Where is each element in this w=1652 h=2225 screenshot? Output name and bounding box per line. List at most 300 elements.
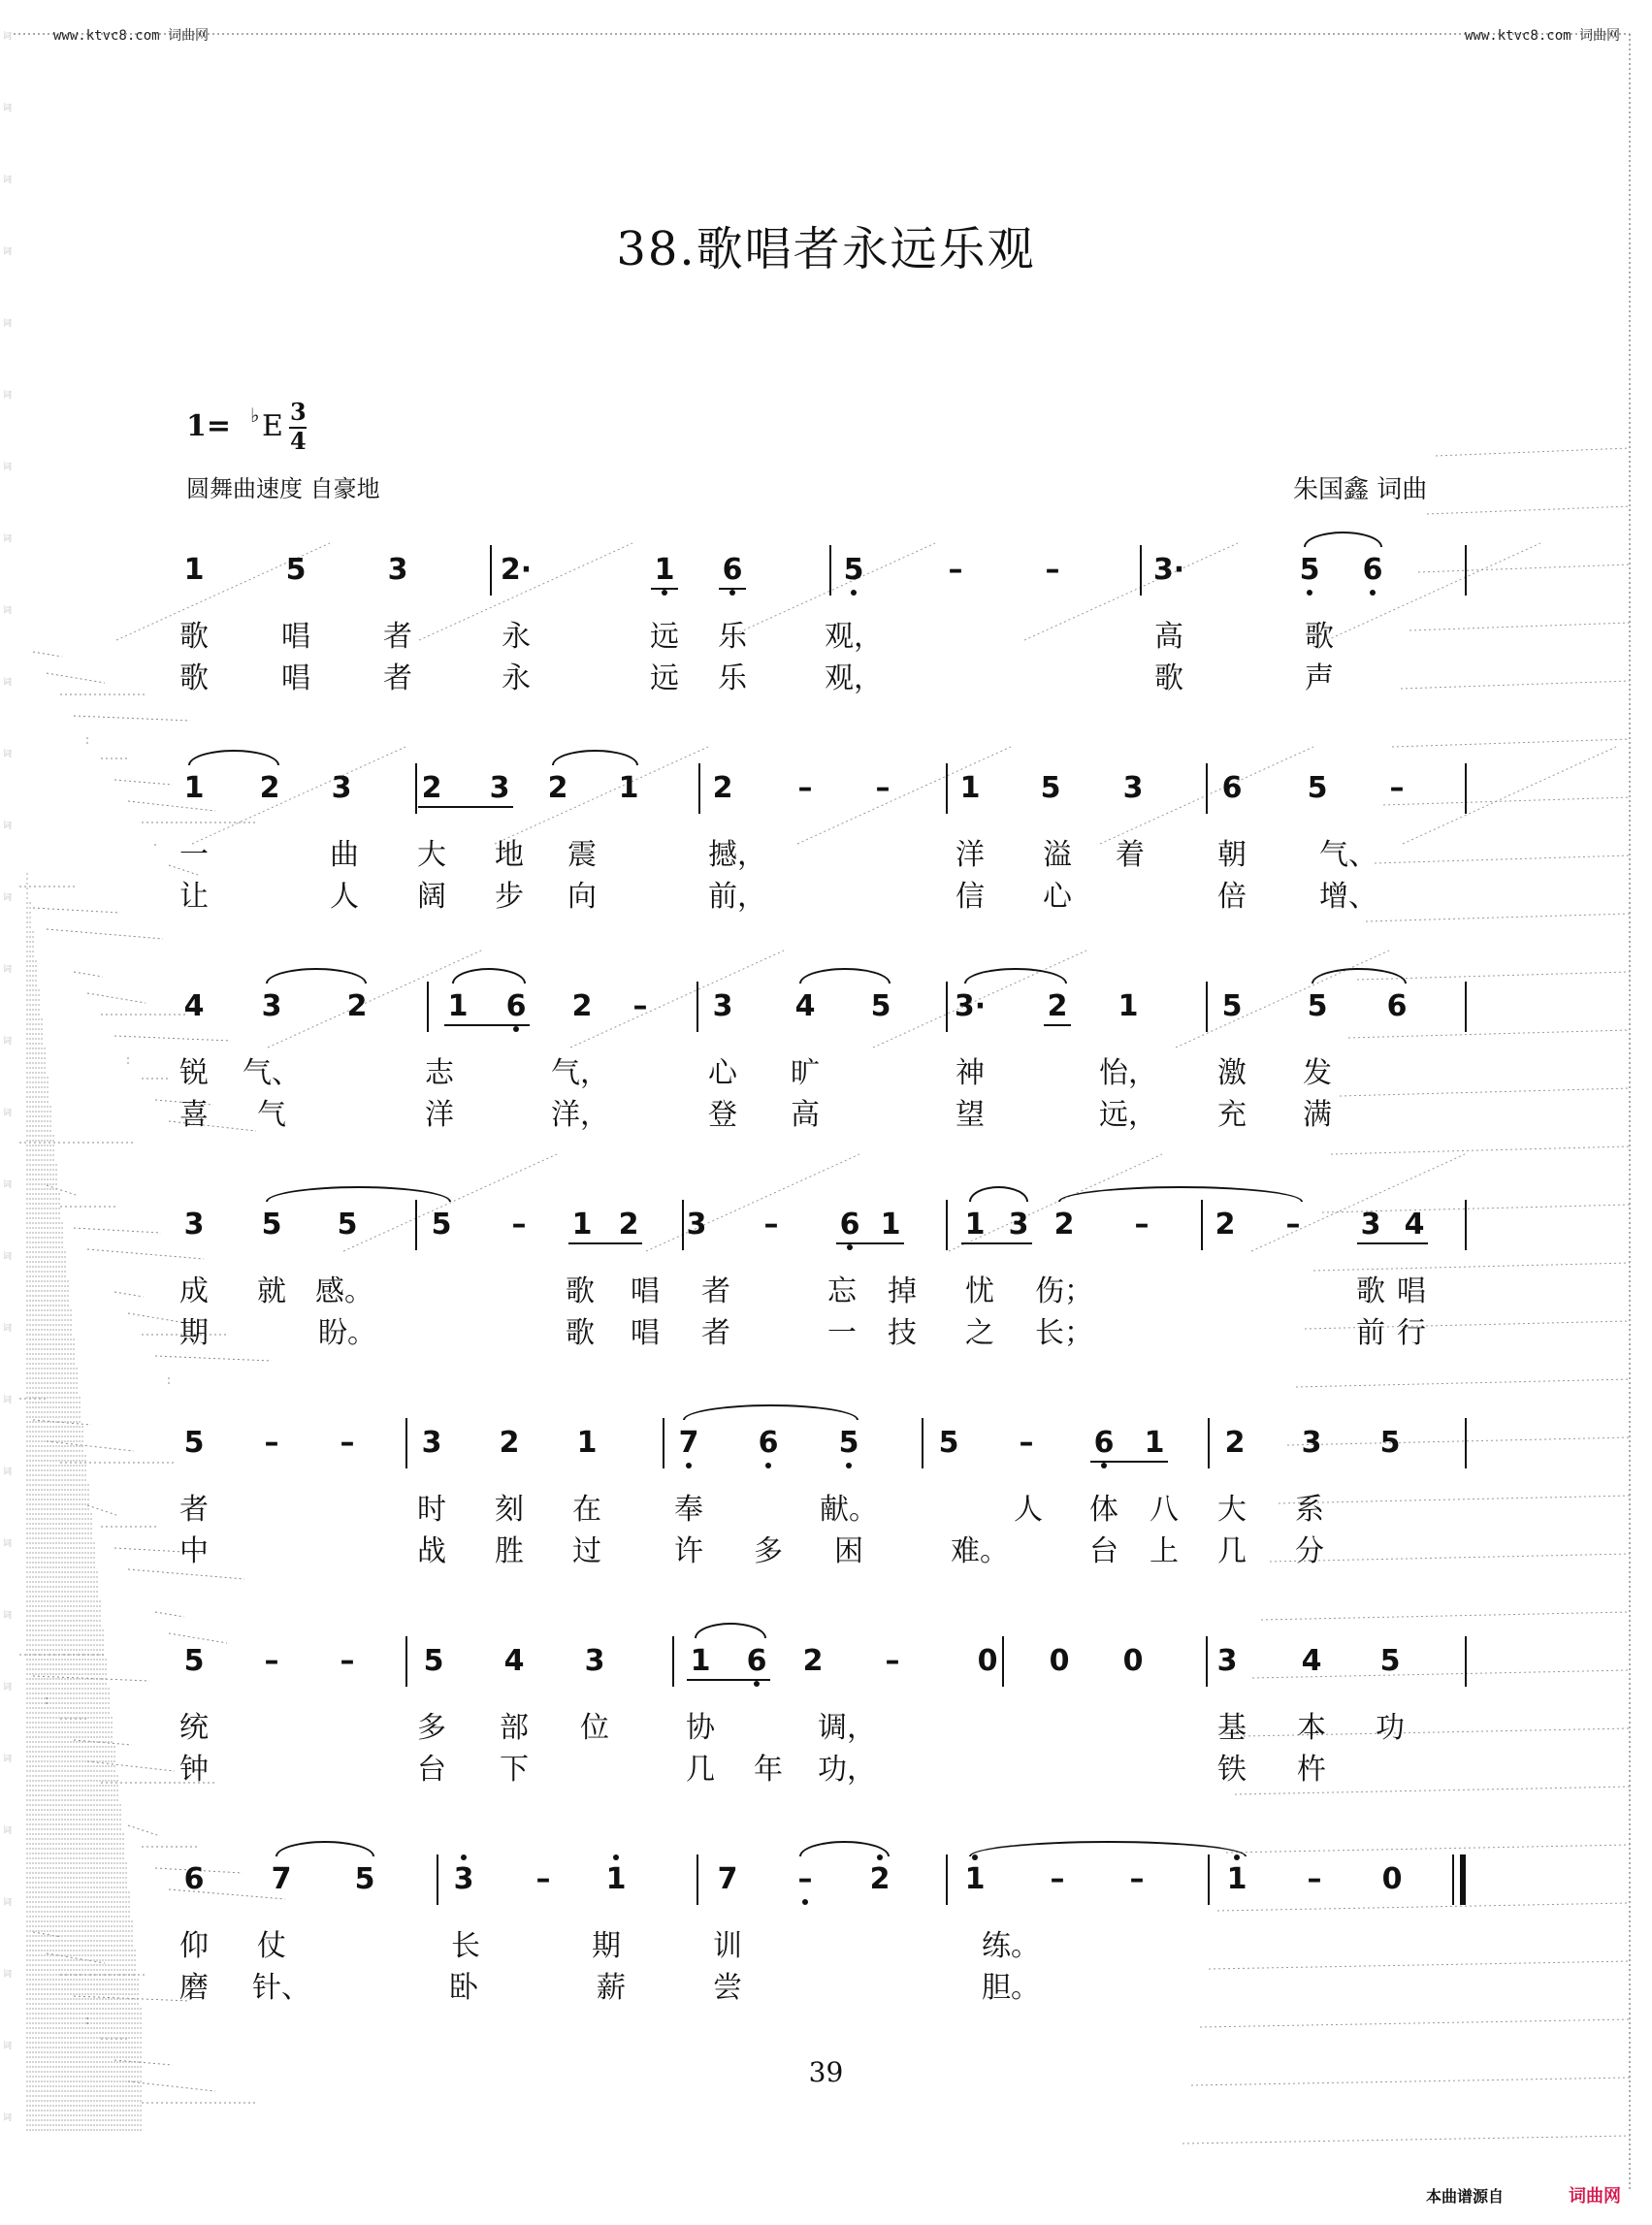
note: 1: [690, 1644, 711, 1678]
margin-watermark-mark: 词: [3, 893, 13, 903]
lyric-verse-1: 人: [1014, 1493, 1043, 1527]
lyric-verse-2: 满: [1303, 1098, 1332, 1132]
lyric-verse-1: 仗: [257, 1929, 286, 1963]
margin-watermark-mark: 词: [3, 2113, 13, 2123]
lyric-verse-2: 几: [1217, 1534, 1247, 1568]
lyric-verse-1: 就: [257, 1274, 286, 1308]
lyric-verse-2: 台: [1089, 1534, 1118, 1568]
octave-dot-below: [847, 1244, 853, 1250]
note: 2: [571, 989, 593, 1023]
note: 3: [1360, 1208, 1381, 1241]
slur-arc: [969, 1186, 1028, 1202]
slur-arc: [1312, 968, 1407, 984]
margin-watermark-mark: 词: [3, 32, 13, 42]
note: 3: [453, 1862, 474, 1896]
note: –: [1129, 1862, 1145, 1896]
lyric-verse-1: 刻: [495, 1493, 524, 1527]
margin-watermark-mark: 词: [3, 1539, 13, 1549]
lyric-verse-1: 忘: [827, 1274, 857, 1308]
lyric-verse-1: 长: [451, 1929, 480, 1963]
lyric-verse-1: 乐: [718, 620, 747, 654]
lyric-verse-1: 激: [1217, 1056, 1247, 1090]
lyric-verse-2: 多: [754, 1534, 783, 1568]
lyric-verse-2: 分: [1295, 1534, 1324, 1568]
slur-arc: [969, 1841, 1247, 1856]
lyric-verse-2: 胜: [495, 1534, 524, 1568]
lyric-verse-1: 感。: [315, 1274, 373, 1308]
lyric-verse-1: 志: [425, 1056, 454, 1090]
lyric-verse-2: 人: [330, 880, 359, 914]
margin-watermark-mark: 词: [3, 319, 13, 329]
lyric-verse-2: 步: [495, 880, 524, 914]
score-row: [0, 989, 1652, 1183]
barline: [1465, 982, 1467, 1032]
lyric-verse-1: 曲: [330, 838, 359, 872]
barline: [1208, 1854, 1210, 1905]
lyric-verse-2: 几: [686, 1753, 715, 1787]
note: 2: [421, 771, 442, 805]
slur-arc: [266, 1186, 451, 1202]
note: 5: [870, 989, 891, 1023]
lyric-verse-2: 许: [674, 1534, 703, 1568]
lyric-verse-1: 歌: [179, 620, 209, 654]
barline: [946, 763, 948, 814]
lyric-verse-1: 唱: [631, 1274, 660, 1308]
note: 2: [618, 1208, 639, 1241]
lyric-verse-1: 歌: [1356, 1274, 1385, 1308]
lyric-verse-2: 远，: [1099, 1098, 1157, 1132]
eighth-note-underline: [836, 1242, 904, 1244]
slur-arc: [799, 1841, 890, 1856]
lyric-verse-2: 观，: [825, 661, 883, 695]
note: 6: [722, 553, 743, 587]
note: –: [632, 989, 648, 1023]
note: 3: [261, 989, 282, 1023]
barline: [682, 1200, 684, 1250]
margin-watermark-mark: 词: [3, 822, 13, 831]
note: 3: [1301, 1426, 1322, 1460]
lyric-verse-2: 登: [708, 1098, 737, 1132]
note: 3: [712, 989, 733, 1023]
note: 6: [1362, 553, 1383, 587]
lyric-verse-2: 充: [1217, 1098, 1247, 1132]
note: 5: [261, 1208, 282, 1241]
note: 2: [259, 771, 280, 805]
note: 2: [869, 1862, 891, 1896]
octave-dot-below: [513, 1026, 519, 1032]
barline: [405, 1636, 407, 1687]
note: 4: [503, 1644, 525, 1678]
note: 6: [1386, 989, 1408, 1023]
lyric-verse-1: 震: [567, 838, 597, 872]
margin-watermark-mark: 词: [3, 1898, 13, 1908]
lyric-verse-1: 怡，: [1099, 1056, 1157, 1090]
lyric-verse-2: 望: [956, 1098, 985, 1132]
eighth-note-underline: [1044, 1024, 1071, 1026]
eighth-note-underline: [444, 1024, 530, 1026]
margin-watermark-mark: 词: [3, 1252, 13, 1262]
lyric-verse-1: 气、: [243, 1056, 301, 1090]
lyric-verse-1: 多: [417, 1711, 446, 1745]
lyric-verse-1: 旷: [791, 1056, 820, 1090]
barline: [663, 1418, 664, 1468]
note: 2: [802, 1644, 824, 1678]
lyric-verse-2: 功，: [818, 1753, 876, 1787]
margin-watermark-mark: 词: [3, 1324, 13, 1334]
slur-arc: [188, 750, 279, 765]
lyric-verse-1: 部: [500, 1711, 529, 1745]
lyric-verse-2: 前: [1356, 1316, 1385, 1350]
lyric-verse-1: 忧: [965, 1274, 994, 1308]
note: 2: [1053, 1208, 1075, 1241]
lyric-verse-2: 铁: [1217, 1753, 1247, 1787]
note: 1: [1144, 1426, 1165, 1460]
eighth-note-underline: [651, 588, 678, 590]
barline: [698, 763, 700, 814]
octave-dot-below: [1307, 590, 1312, 596]
score-row: [0, 771, 1652, 965]
lyric-verse-1: 高: [1154, 620, 1183, 654]
barline: [427, 982, 429, 1032]
note: 5: [938, 1426, 959, 1460]
lyric-verse-2: 针、: [252, 1971, 310, 2005]
score-row: [0, 553, 1652, 747]
note: –: [340, 1644, 355, 1678]
lyric-verse-2: 歌: [1154, 661, 1183, 695]
margin-watermark-mark: 词: [3, 1611, 13, 1621]
octave-dot-below: [851, 590, 857, 596]
slur-arc: [695, 1623, 766, 1638]
score-row: [0, 1644, 1652, 1838]
watermark-top-right: www.ktvc8.com 词曲网: [1465, 28, 1621, 44]
note: 7: [271, 1862, 292, 1896]
tempo-marking: 圆舞曲速度 自豪地: [186, 475, 380, 502]
eighth-note-underline: [719, 588, 746, 590]
lyric-verse-1: 练。: [982, 1929, 1040, 1963]
octave-dot-below: [662, 590, 667, 596]
time-signature-denominator: 4: [290, 427, 307, 455]
lyric-verse-1: 者: [383, 620, 412, 654]
note: 6: [505, 989, 527, 1023]
lyric-verse-1: 洋: [956, 838, 985, 872]
barline: [922, 1418, 923, 1468]
note: –: [511, 1208, 527, 1241]
barline: [946, 1200, 948, 1250]
note: 3: [489, 771, 510, 805]
lyric-verse-2: 磨: [179, 1971, 209, 2005]
note: 2: [346, 989, 368, 1023]
note: 1: [618, 771, 639, 805]
score-row: [0, 1208, 1652, 1402]
slur-arc: [964, 968, 1067, 984]
note: 4: [1404, 1208, 1425, 1241]
lyric-verse-1: 调，: [818, 1711, 876, 1745]
note: 1: [964, 1862, 986, 1896]
barline: [1208, 1418, 1210, 1468]
lyric-verse-2: 盼。: [318, 1316, 376, 1350]
note: 7: [678, 1426, 699, 1460]
barline: [415, 1200, 417, 1250]
lyric-verse-1: 者: [179, 1493, 209, 1527]
eighth-note-underline: [961, 1242, 1032, 1244]
lyric-verse-2: 胆。: [982, 1971, 1040, 2005]
eighth-note-underline: [418, 806, 513, 808]
lyric-verse-2: 让: [179, 880, 209, 914]
lyric-verse-1: 一: [179, 838, 209, 872]
barline: [829, 545, 831, 596]
note: 5: [423, 1644, 444, 1678]
lyricist-composer-credit: 朱国鑫 词曲: [1293, 475, 1428, 504]
lyric-verse-1: 功: [1376, 1711, 1405, 1745]
lyric-verse-1: 唱: [1397, 1274, 1426, 1308]
lyric-verse-2: 唱: [631, 1316, 660, 1350]
final-barline-thick: [1460, 1854, 1466, 1905]
lyric-verse-1: 者: [701, 1274, 730, 1308]
margin-watermark-mark: 词: [3, 2042, 13, 2051]
score-row: [0, 1426, 1652, 1620]
lyric-verse-1: 统: [179, 1711, 209, 1745]
margin-watermark-mark: 词: [3, 1826, 13, 1836]
note: 3: [1122, 771, 1144, 805]
note: –: [797, 771, 813, 805]
barline: [1206, 763, 1208, 814]
lyric-verse-2: 喜: [179, 1098, 209, 1132]
barline: [405, 1418, 407, 1468]
note: 6: [746, 1644, 767, 1678]
lyric-verse-2: 远: [650, 661, 679, 695]
note: 5: [337, 1208, 358, 1241]
octave-dot-below: [802, 1899, 808, 1905]
footer-source-text: 本曲谱源自: [1426, 2187, 1505, 2206]
octave-dot-below: [1370, 590, 1376, 596]
note: 5: [1221, 989, 1243, 1023]
note: 6: [839, 1208, 860, 1241]
lyric-verse-2: 阔: [417, 880, 446, 914]
note: 2: [712, 771, 733, 805]
lyric-verse-2: 向: [567, 880, 597, 914]
slur-arc: [266, 968, 367, 984]
slur-arc: [683, 1404, 858, 1420]
note: 1: [1226, 1862, 1247, 1896]
lyric-verse-2: 技: [888, 1316, 917, 1350]
note: 1: [447, 989, 469, 1023]
note: 4: [1301, 1644, 1322, 1678]
lyric-verse-2: 台: [417, 1753, 446, 1787]
note: 1: [576, 1426, 598, 1460]
song-title: 38.歌唱者永远乐观: [616, 222, 1036, 276]
barline: [1465, 1636, 1467, 1687]
lyric-verse-2: 行: [1397, 1316, 1426, 1350]
lyric-verse-1: 气，: [551, 1056, 609, 1090]
lyric-verse-2: 中: [179, 1534, 209, 1568]
barline: [1201, 1200, 1203, 1250]
lyric-verse-1: 训: [713, 1929, 742, 1963]
lyric-verse-1: 时: [417, 1493, 446, 1527]
margin-watermark-mark: 词: [3, 1467, 13, 1477]
lyric-verse-1: 掉: [888, 1274, 917, 1308]
note: 2·: [500, 553, 533, 587]
slur-arc: [275, 1841, 374, 1856]
barline: [946, 982, 948, 1032]
note: 3: [183, 1208, 205, 1241]
lyric-verse-2: 长；: [1035, 1316, 1093, 1350]
margin-watermark-mark: 词: [3, 1109, 13, 1118]
slur-arc: [1058, 1186, 1303, 1202]
barline: [1465, 1418, 1467, 1468]
lyric-verse-1: 大: [1217, 1493, 1247, 1527]
note: –: [875, 771, 891, 805]
lyric-verse-1: 协: [686, 1711, 715, 1745]
lyric-verse-1: 成: [179, 1274, 209, 1308]
note: 6: [1221, 771, 1243, 805]
barline: [1465, 545, 1467, 596]
eighth-note-underline: [1357, 1242, 1428, 1244]
note: 5: [1379, 1426, 1401, 1460]
eighth-note-underline: [568, 1242, 642, 1244]
lyric-verse-1: 心: [708, 1056, 737, 1090]
slur-arc: [799, 968, 891, 984]
lyric-verse-2: 洋，: [551, 1098, 609, 1132]
lyric-verse-2: 心: [1043, 880, 1072, 914]
note: –: [763, 1208, 779, 1241]
lyric-verse-1: 地: [495, 838, 524, 872]
lyric-verse-1: 体: [1089, 1493, 1118, 1527]
lyric-verse-1: 观，: [825, 620, 883, 654]
note: 2: [1215, 1208, 1236, 1241]
lyric-verse-2: 歌: [179, 661, 209, 695]
note: –: [885, 1644, 900, 1678]
note: 2: [1047, 989, 1068, 1023]
note: –: [1045, 553, 1060, 587]
note: –: [1389, 771, 1405, 805]
margin-watermark-mark: 词: [3, 750, 13, 759]
note: –: [264, 1426, 279, 1460]
lyric-verse-1: 永: [502, 620, 531, 654]
note: –: [340, 1426, 355, 1460]
note: –: [1134, 1208, 1150, 1241]
eighth-note-underline: [687, 1679, 770, 1681]
slur-arc: [552, 750, 638, 765]
note: 6: [183, 1862, 205, 1896]
lyric-verse-1: 奉: [674, 1493, 703, 1527]
note: 3: [387, 553, 408, 587]
note: 0: [1049, 1644, 1070, 1678]
note: 3: [421, 1426, 442, 1460]
barline: [437, 1854, 438, 1905]
barline: [696, 1854, 698, 1905]
lyric-verse-1: 着: [1116, 838, 1145, 872]
note: –: [1307, 1862, 1322, 1896]
note: 3: [1008, 1208, 1029, 1241]
note: 1: [880, 1208, 901, 1241]
lyric-verse-2: 战: [417, 1534, 446, 1568]
lyric-verse-1: 锐: [179, 1056, 209, 1090]
barline: [1002, 1636, 1004, 1687]
barline: [672, 1636, 674, 1687]
margin-watermark-mark: 词: [3, 247, 13, 257]
note: 1: [964, 1208, 986, 1241]
lyric-verse-2: 洋: [425, 1098, 454, 1132]
lyric-verse-2: 者: [383, 661, 412, 695]
lyric-verse-2: 一: [827, 1316, 857, 1350]
lyric-verse-2: 声: [1305, 661, 1334, 695]
slur-arc: [452, 968, 526, 984]
lyric-verse-2: 唱: [281, 661, 310, 695]
note: 1: [571, 1208, 593, 1241]
octave-dot-below: [1101, 1463, 1107, 1468]
lyric-verse-1: 气、: [1319, 838, 1377, 872]
octave-dot-below: [754, 1681, 760, 1687]
lyric-verse-1: 系: [1295, 1493, 1324, 1527]
note: 3: [1216, 1644, 1238, 1678]
margin-watermark-mark: 词: [3, 606, 13, 616]
eighth-note-underline: [1090, 1461, 1168, 1463]
note: 5: [1299, 553, 1320, 587]
lyric-verse-1: 在: [572, 1493, 601, 1527]
note: 5: [183, 1644, 205, 1678]
lyric-verse-2: 高: [791, 1098, 820, 1132]
margin-watermark-mark: 词: [3, 1755, 13, 1764]
lyric-verse-2: 年: [754, 1753, 783, 1787]
lyric-verse-2: 难。: [951, 1534, 1009, 1568]
note: 0: [1122, 1644, 1144, 1678]
final-barline-thin: [1452, 1854, 1454, 1905]
margin-watermark-mark: 词: [3, 1037, 13, 1047]
lyric-verse-1: 大: [417, 838, 446, 872]
barline: [696, 982, 698, 1032]
lyric-verse-2: 杵: [1297, 1753, 1326, 1787]
note: –: [1050, 1862, 1065, 1896]
lyric-verse-2: 永: [502, 661, 531, 695]
lyric-verse-2: 增、: [1319, 880, 1377, 914]
margin-watermark-mark: 词: [3, 1396, 13, 1405]
lyric-verse-2: 前，: [708, 880, 766, 914]
margin-watermark-mark: 词: [3, 391, 13, 401]
note: 5: [354, 1862, 375, 1896]
barline: [1465, 763, 1467, 814]
barline: [415, 763, 417, 814]
lyric-verse-1: 撼，: [708, 838, 766, 872]
note: 5: [431, 1208, 452, 1241]
barline: [946, 1854, 948, 1905]
note: –: [1019, 1426, 1034, 1460]
note: 3·: [1152, 553, 1185, 587]
note: 3: [584, 1644, 605, 1678]
lyric-verse-1: 唱: [281, 620, 310, 654]
note: 1: [1118, 989, 1139, 1023]
key-prefix: 1=: [186, 409, 232, 443]
margin-watermark-mark: 词: [3, 1180, 13, 1190]
note: 6: [1093, 1426, 1115, 1460]
lyric-verse-2: 尝: [713, 1971, 742, 2005]
lyric-verse-1: 歌: [1305, 620, 1334, 654]
note: 3: [686, 1208, 707, 1241]
note: 2: [499, 1426, 520, 1460]
lyric-verse-1: 发: [1303, 1056, 1332, 1090]
note: 5: [1379, 1644, 1401, 1678]
lyric-verse-1: 仰: [179, 1929, 209, 1963]
lyric-verse-2: 歌: [566, 1316, 595, 1350]
lyric-verse-2: 乐: [718, 661, 747, 695]
lyric-verse-1: 献。: [820, 1493, 878, 1527]
footer-site-logo: 词曲网: [1569, 2186, 1621, 2207]
note: 6: [758, 1426, 779, 1460]
lyric-verse-1: 八: [1150, 1493, 1179, 1527]
slur-arc: [1304, 532, 1382, 547]
note: 4: [183, 989, 205, 1023]
lyric-verse-2: 过: [572, 1534, 601, 1568]
score-row: [0, 1862, 1652, 2056]
